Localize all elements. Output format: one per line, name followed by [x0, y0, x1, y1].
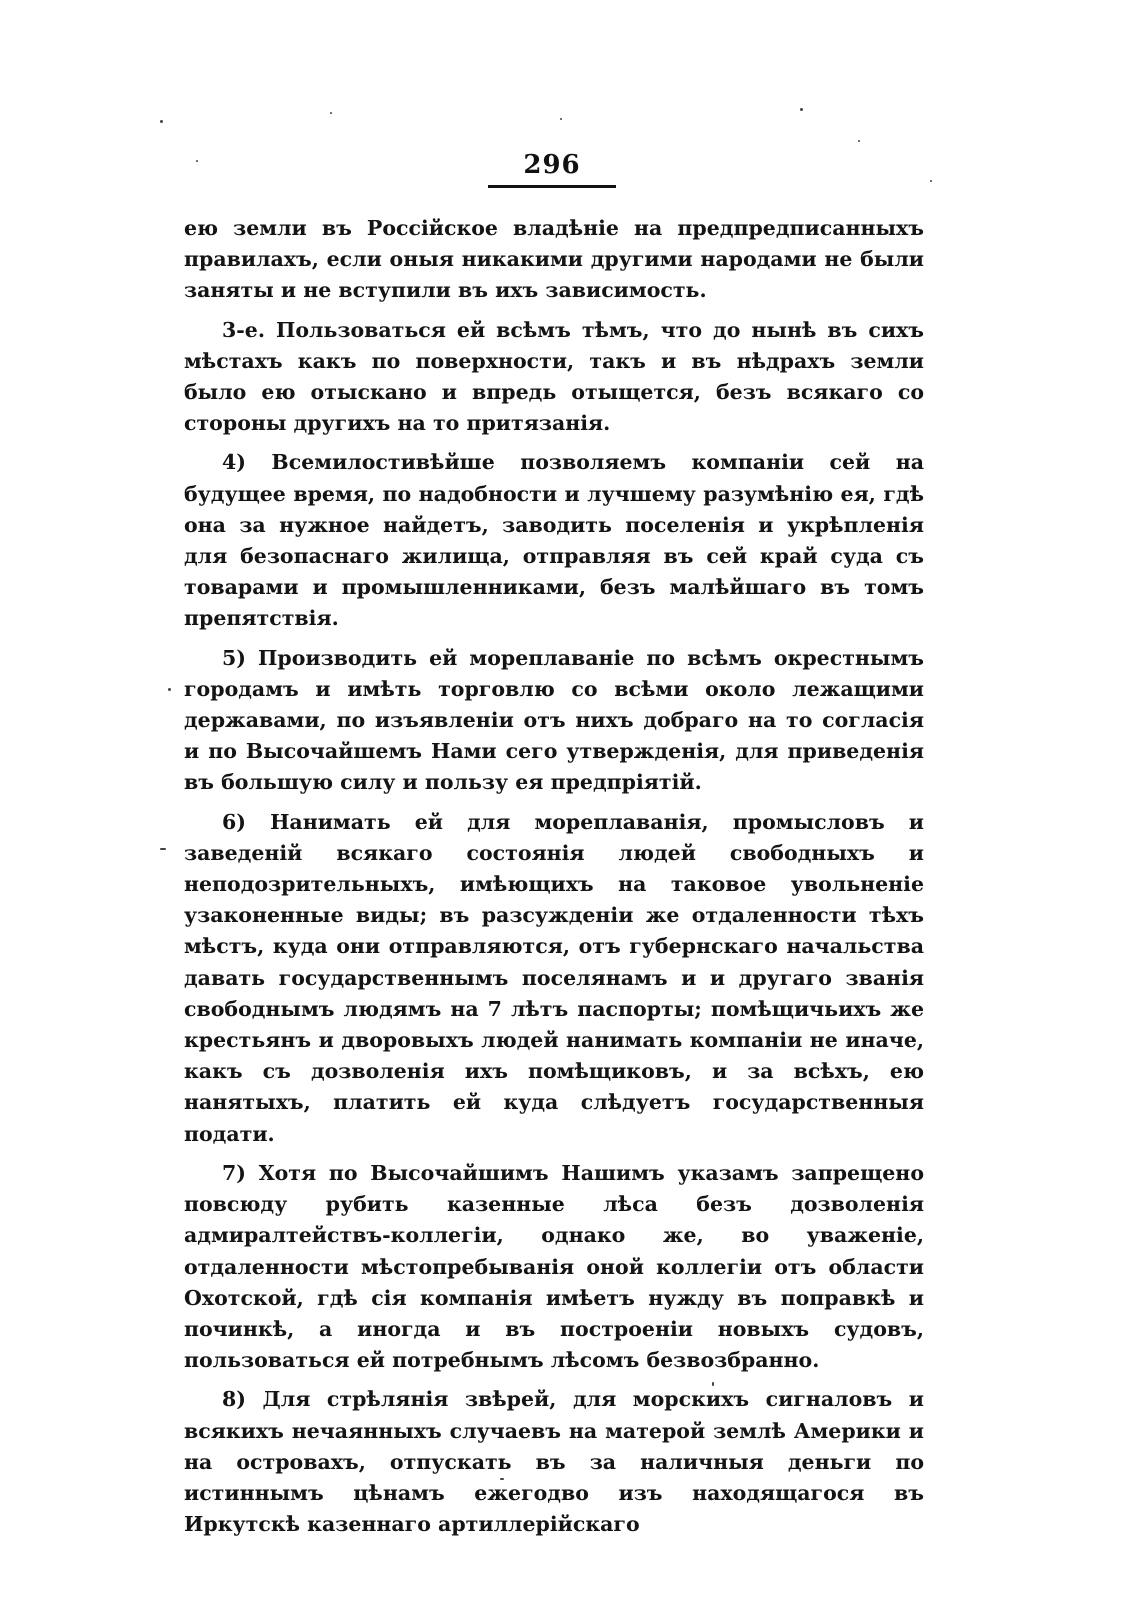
paragraph-4: 4) Всемилостивѣйше позволяемъ компаніи сей на будущее время, по надобности и лучшему разумѣнію ея, гдѣ она за нужное найдетъ, заводить поселенія и укрѣпленія для безопаснаго жилища, отправляя въ сей край суда съ товарами и промышленниками, безъ малѣйшаго въ томъ препятствія.	[184, 450, 924, 631]
scan-speck	[160, 848, 166, 850]
paragraph-8: 8) Для стрѣлянія звѣрей, для морскихъ сигналовъ и всякихъ нечаянныхъ случаевъ на матерой землѣ Америки и на островахъ, отпускать въ за наличныя деньги по истиннымъ цѣнамъ ежегодво изъ находящагося въ Иркутскѣ казеннаго артиллерійскаго	[184, 1387, 924, 1537]
scan-speck	[160, 120, 163, 123]
scan-speck	[196, 160, 198, 162]
paragraph-6: 6) Нанимать ей для мореплаванія, промысловъ и заведеній всякаго состоянія людей свободныхъ и неподозрительныхъ, имѣющихъ на таковое увольненіе узаконенные виды; въ разсужденіи же отдаленности тѣхъ мѣстъ, куда они отправляются, отъ губернскаго начальства давать государственнымъ поселянамъ и и другаго званія свободнымъ людямъ на 7 лѣтъ паспорты; помѣщичьихъ же крестьянъ и дворовыхъ людей нанимать компаніи не иначе, какъ съ дозволенія ихъ помѣщиковъ, и за всѣхъ, ею нанятыхъ, платить ей куда слѣдуетъ государственныя подати.	[184, 809, 924, 1146]
scan-speck	[930, 180, 932, 182]
scan-speck	[858, 140, 860, 142]
page-number: 296	[523, 150, 581, 180]
paragraph-3: 3-е. Пользоваться ей всѣмъ тѣмъ, что до нынѣ въ сихъ мѣстахъ какъ по поверхности, такъ и въ нѣдрахъ земли было ею отыскано и впредь отыщется, безъ всякаго со стороны другихъ на то притязанія.	[184, 317, 924, 436]
scan-speck	[712, 1382, 714, 1386]
scan-speck	[800, 108, 803, 111]
paragraph-5: 5) Производить ей мореплаваніе по всѣмъ окрестнымъ городамъ и имѣть торговлю со всѣми около лежащими державами, по изъявленіи отъ нихъ добраго на то согласія и по Высочайшемъ Нами сего утвержденія, для приведенія въ большую силу и пользу ея предпріятій.	[184, 645, 924, 795]
paragraph-continuation: ею земли въ Россійское владѣніе на предпредписанныхъ правилахъ, если оныя никакими другими народами не были заняты и не вступили въ ихъ зависимость.	[184, 216, 924, 303]
page-number-rule	[488, 185, 616, 188]
scan-speck	[560, 118, 562, 120]
scan-speck	[330, 112, 332, 114]
paragraph-7: 7) Хотя по Высочайшимъ Нашимъ указамъ запрещено повсюду рубить казенные лѣса безъ дозволенія адмиралтействъ-коллегіи, однако же, во уваженіе, отдаленности мѣстопребыванія оной коллегіи отъ области Охотской, гдѣ сія компанія имѣетъ нужду въ поправкѣ и починкѣ, а иногда и въ построеніи новыхъ судовъ, пользоваться ей потребнымъ лѣсомъ безвозбранно.	[184, 1160, 924, 1373]
scan-speck	[500, 1478, 504, 1480]
body-text	[184, 213, 924, 1548]
scan-speck	[168, 688, 171, 691]
